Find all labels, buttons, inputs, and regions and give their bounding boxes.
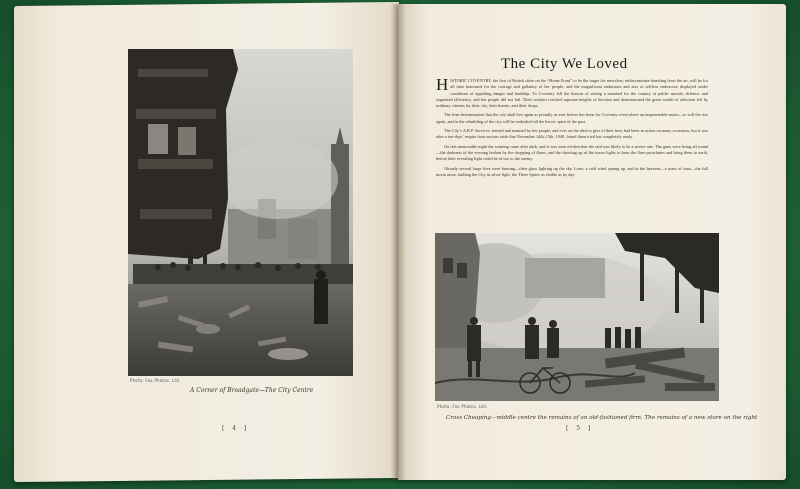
drop-cap: H <box>436 75 449 94</box>
page-title: The City We Loved <box>501 56 628 72</box>
left-photo-credit: Photo: Fox Photos, Ltd. <box>130 378 181 383</box>
firemen-street-image <box>435 233 719 401</box>
paragraph-2: The firm determination that the city shall live again as proudly as ever before has been for Coventry everywhere an impenetrable motto—to will the rise again, and in the rebuilding of the city will be embodied all the heroic spirit of the past. <box>436 112 708 124</box>
article-body <box>436 75 708 181</box>
bomb-damage-street-image <box>128 49 353 376</box>
paragraph-5: Already several large fires were burning—their glow lighting up the sky. Later, a cold wind sprang up, and in the heavens—a mass of stars—the full moon arose, bathing the City in silver light, the Three Spires as visible as by day. <box>436 165 708 177</box>
broadgate-photo <box>128 49 353 376</box>
open-booklet <box>6 4 794 484</box>
paragraph-1: ISTORIC COVENTRY, the first of British cities on the “Home Front” to be the target for merciless, indiscriminate bombing from the air, will be for all time honoured for the courage and gallantry of her people, and the magnificent endurance and acts of selfless endeavour displayed under conditions of appalling danger and hardship. To Coventry fell the honour of setting a standard for the country of public morale, defence, and organised efficiency, and her people did not fail. Their conduct reached supreme heights of heroism and demonstrated the great wealth of affection felt by ordinary citizens for their city, their homes, and their shops. <box>436 78 708 109</box>
left-page-number: [ 4 ] <box>222 425 250 432</box>
paragraph-4: On this memorable night the warning came after dark, and it was soon evident that the raid was likely to be a severe one. The guns were firing all round—the darkness of the evening broken by the dropping of flares, and the shooting up of the tracer lights to burn the flare parachutes and bring them to earth, before their revealing light could be of use to the enemy. <box>436 143 708 162</box>
cross-cheaping-photo <box>435 233 719 401</box>
paragraph-3: The City’s A.R.P. Services, trained and manned by her people, and ever on the alert to give of their best, had been in action on many occasions, but it was after a ten-days’ respite from serious raids that November 14th–15th, 1940, found them tried but completely ready. <box>436 128 708 140</box>
right-photo-caption: Cross Cheaping—middle centre the remains of an old-fashioned firm. The remains of a new store on the right <box>446 415 758 421</box>
left-photo-caption: A Corner of Broadgate—The City Centre <box>190 387 314 394</box>
right-photo-credit: Photo: Fox Photos, Ltd. <box>437 404 488 409</box>
book-gutter <box>390 4 406 480</box>
right-page-number: [ 5 ] <box>566 425 594 432</box>
